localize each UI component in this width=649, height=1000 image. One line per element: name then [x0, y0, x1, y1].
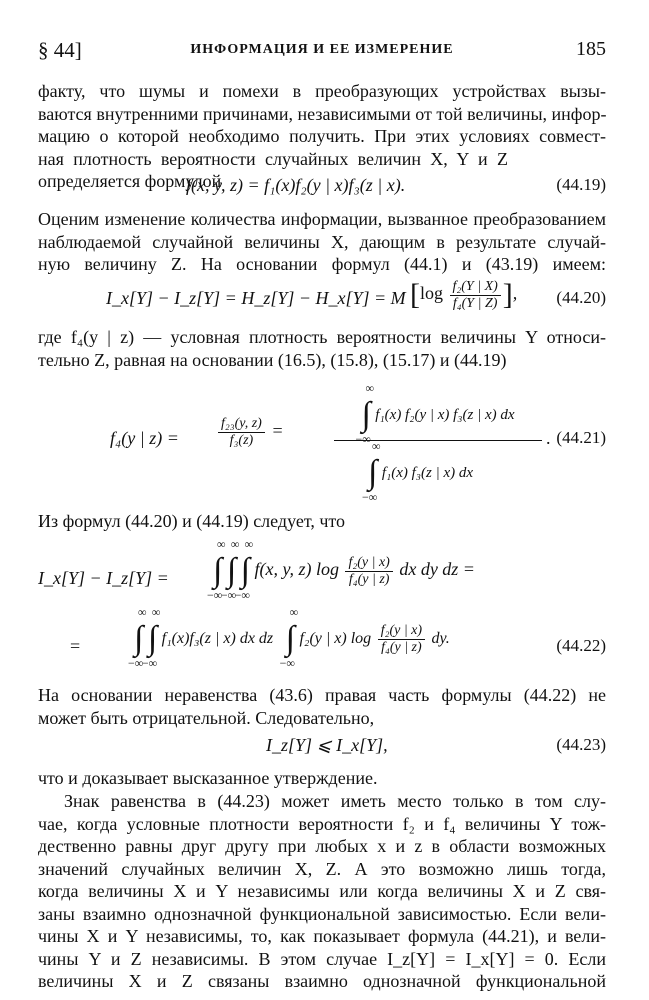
page-number: 185 [576, 38, 606, 60]
fraction-denominator: f₃(z) [229, 433, 254, 448]
equation-44-22-line-1 [38, 537, 606, 604]
fraction-denominator: f₄(Y | Z) [452, 295, 498, 311]
equation-44-23 [38, 735, 606, 761]
equation-body: f(x, y, z) = f₁(x)f₂(y | x)f₃(z | x). [186, 175, 406, 195]
text-line: наблюдаемой случайной величины X, дающим в результате случай- [38, 231, 606, 252]
integral-sign: ∫ ∞ −∞ [362, 439, 381, 504]
integral-sign: ∫ ∞ −∞ [279, 605, 299, 670]
integral-sign: ∫ ∞ −∞ [220, 537, 240, 602]
fraction-numerator: f₂(Y | X) [450, 279, 501, 296]
integral-sign: ∫ ∞ −∞ [207, 537, 226, 602]
text-line: ная плотность вероятности случайных величин X, Y и Z определяется формулой [38, 148, 508, 191]
paragraph-3 [38, 326, 606, 371]
paragraph-2 [38, 208, 606, 276]
equation-number: (44.21) [556, 428, 606, 447]
equation-lhs: I_x[Y] − I_z[Y] = [38, 568, 169, 588]
text-line: может быть отрицательной. Следовательно, [38, 707, 375, 728]
page-header [38, 38, 606, 68]
text-line: ваются внутренними причинами, независимыми от той величины, инфор- [38, 103, 607, 124]
equation-44-20: I_x[Y] − I_z[Y] = H_z[Y] − H_x[Y] = M [log $\frac{\text{f₂(Y | X)}}{\text{f₄(Y | Z)}}$ ], (44.20) [106, 278, 606, 311]
equation-44-22-line-2: = ∫ ∞ −∞ ∫ ∞ −∞ f₁(x)f₃(z | x) dx dz ∫ ∞ −∞ f₂(y | x) log $\frac{\text{f₂(y | x)}}{\text{f₄(y | z)}}$ dy. (44.22) [70, 605, 606, 670]
text-line: дественно равны друг другу при любых x и z в области возможных [38, 836, 606, 856]
log-operator: log [420, 283, 444, 304]
paragraph-6 [38, 767, 606, 790]
text-line: где f₄(y | z) — условная плотность вероятности величины Y относи- [38, 327, 606, 347]
numerator-integrand: f₁(x) f₂(y | x) f₃(z | x) dx [375, 407, 515, 424]
equation-44-19 [38, 175, 606, 201]
text-line: чины X и Y независимы, то, как показывает формула (44.21), и вели- [38, 926, 606, 946]
fraction: $\frac{\text{f₂(y | x)}}{\text{f₄(y | z)}}$ [345, 555, 392, 588]
denominator-integrand: f₁(x) f₃(z | x) dx [381, 465, 474, 482]
text-line: Знак равенства в (44.23) может иметь место только в том слу- [64, 791, 606, 811]
paragraph-7 [38, 790, 606, 993]
text-line: что и доказывает высказанное утверждение. [38, 768, 378, 788]
text-line: значений случайных величин X, Z. А это возможно лишь тогда, [38, 858, 606, 879]
fraction [218, 416, 265, 449]
text-line: когда величины X и Y независимы или когда величины X и Z свя- [38, 881, 606, 901]
text-line: факту, что шумы и помехи в преобразующих устройствах вызы- [38, 81, 606, 101]
equation-lhs: f₄(y | z) = [110, 428, 179, 448]
integral-sign: ∫ ∞ −∞ [355, 381, 375, 446]
text-line: чае, когда условные плотности вероятности f₂ и f₄ величины Y тож- [38, 813, 606, 834]
fraction: $\frac{\text{f₂(y | x)}}{\text{f₄(y | z)}}$ [378, 623, 425, 656]
integral-sign: ∫ ∞ −∞ [234, 537, 254, 602]
text-line: мацию о которой необходимо получить. При этих условиях совмест- [38, 126, 606, 146]
equation-number: (44.22) [556, 636, 606, 655]
equation-number: (44.19) [556, 175, 606, 194]
integral-sign: ∫ ∞ −∞ [128, 605, 147, 670]
integrand: f₁(x)f₃(z | x) dx dz [161, 630, 274, 648]
text-line: Оценим изменение количества информации, вызванное преобразованием [38, 209, 606, 229]
equation-44-21: f₄(y | z) = $\frac{\text{f₂₃(y, z)}}{\text{f₃(z)}}$ = ∫ ∞ −∞ f₁(x) f₂(y | x) f₃(z | x) dx ∫ ∞ −∞ f₁(x) f₃(z | x) dx . (44.21) [110, 381, 606, 504]
fraction-numerator: f₂₃(y, z) [218, 416, 265, 433]
equation-number: (44.23) [556, 735, 606, 754]
text-line: ную величину Z. На основании формул (44.1) и (43.19) имеем: [38, 254, 606, 274]
equation-number: (44.20) [556, 288, 606, 307]
text-line: тельно Z, равная на основании (16.5), (15.8), (15.17) и (44.19) [38, 349, 507, 370]
differentials: dx dy dz = [399, 559, 475, 580]
integral-sign: ∫ ∞ −∞ [141, 605, 161, 670]
paragraph-5 [38, 684, 606, 729]
integrand: f₂(y | x) log [299, 630, 372, 648]
integrand: f(x, y, z) log [254, 559, 339, 580]
text-line: величины X и Z связаны взаимно однозначной функциональной [38, 971, 606, 991]
running-title: ИНФОРМАЦИЯ И ЕЕ ИЗМЕРЕНИЕ [190, 42, 454, 57]
section-number: § 44] [38, 38, 82, 62]
text-line: чины Y и Z независимы. В этом случае I_z[Y] = I_x[Y] = 0. Если [38, 948, 606, 969]
text-line: Из формул (44.20) и (44.19) следует, что [38, 511, 346, 531]
fraction [450, 279, 501, 312]
equation-lhs: I_x[Y] − I_z[Y] = H_z[Y] − H_x[Y] = M [106, 288, 406, 308]
equation-body: I_z[Y] ⩽ I_x[Y], [266, 735, 388, 755]
text-line: заны взаимно однозначной функциональной зависимостью. Если вели- [38, 903, 606, 924]
text-line: На основании неравенства (43.6) правая часть формулы (44.22) не [38, 685, 606, 705]
paragraph-4 [38, 510, 606, 533]
